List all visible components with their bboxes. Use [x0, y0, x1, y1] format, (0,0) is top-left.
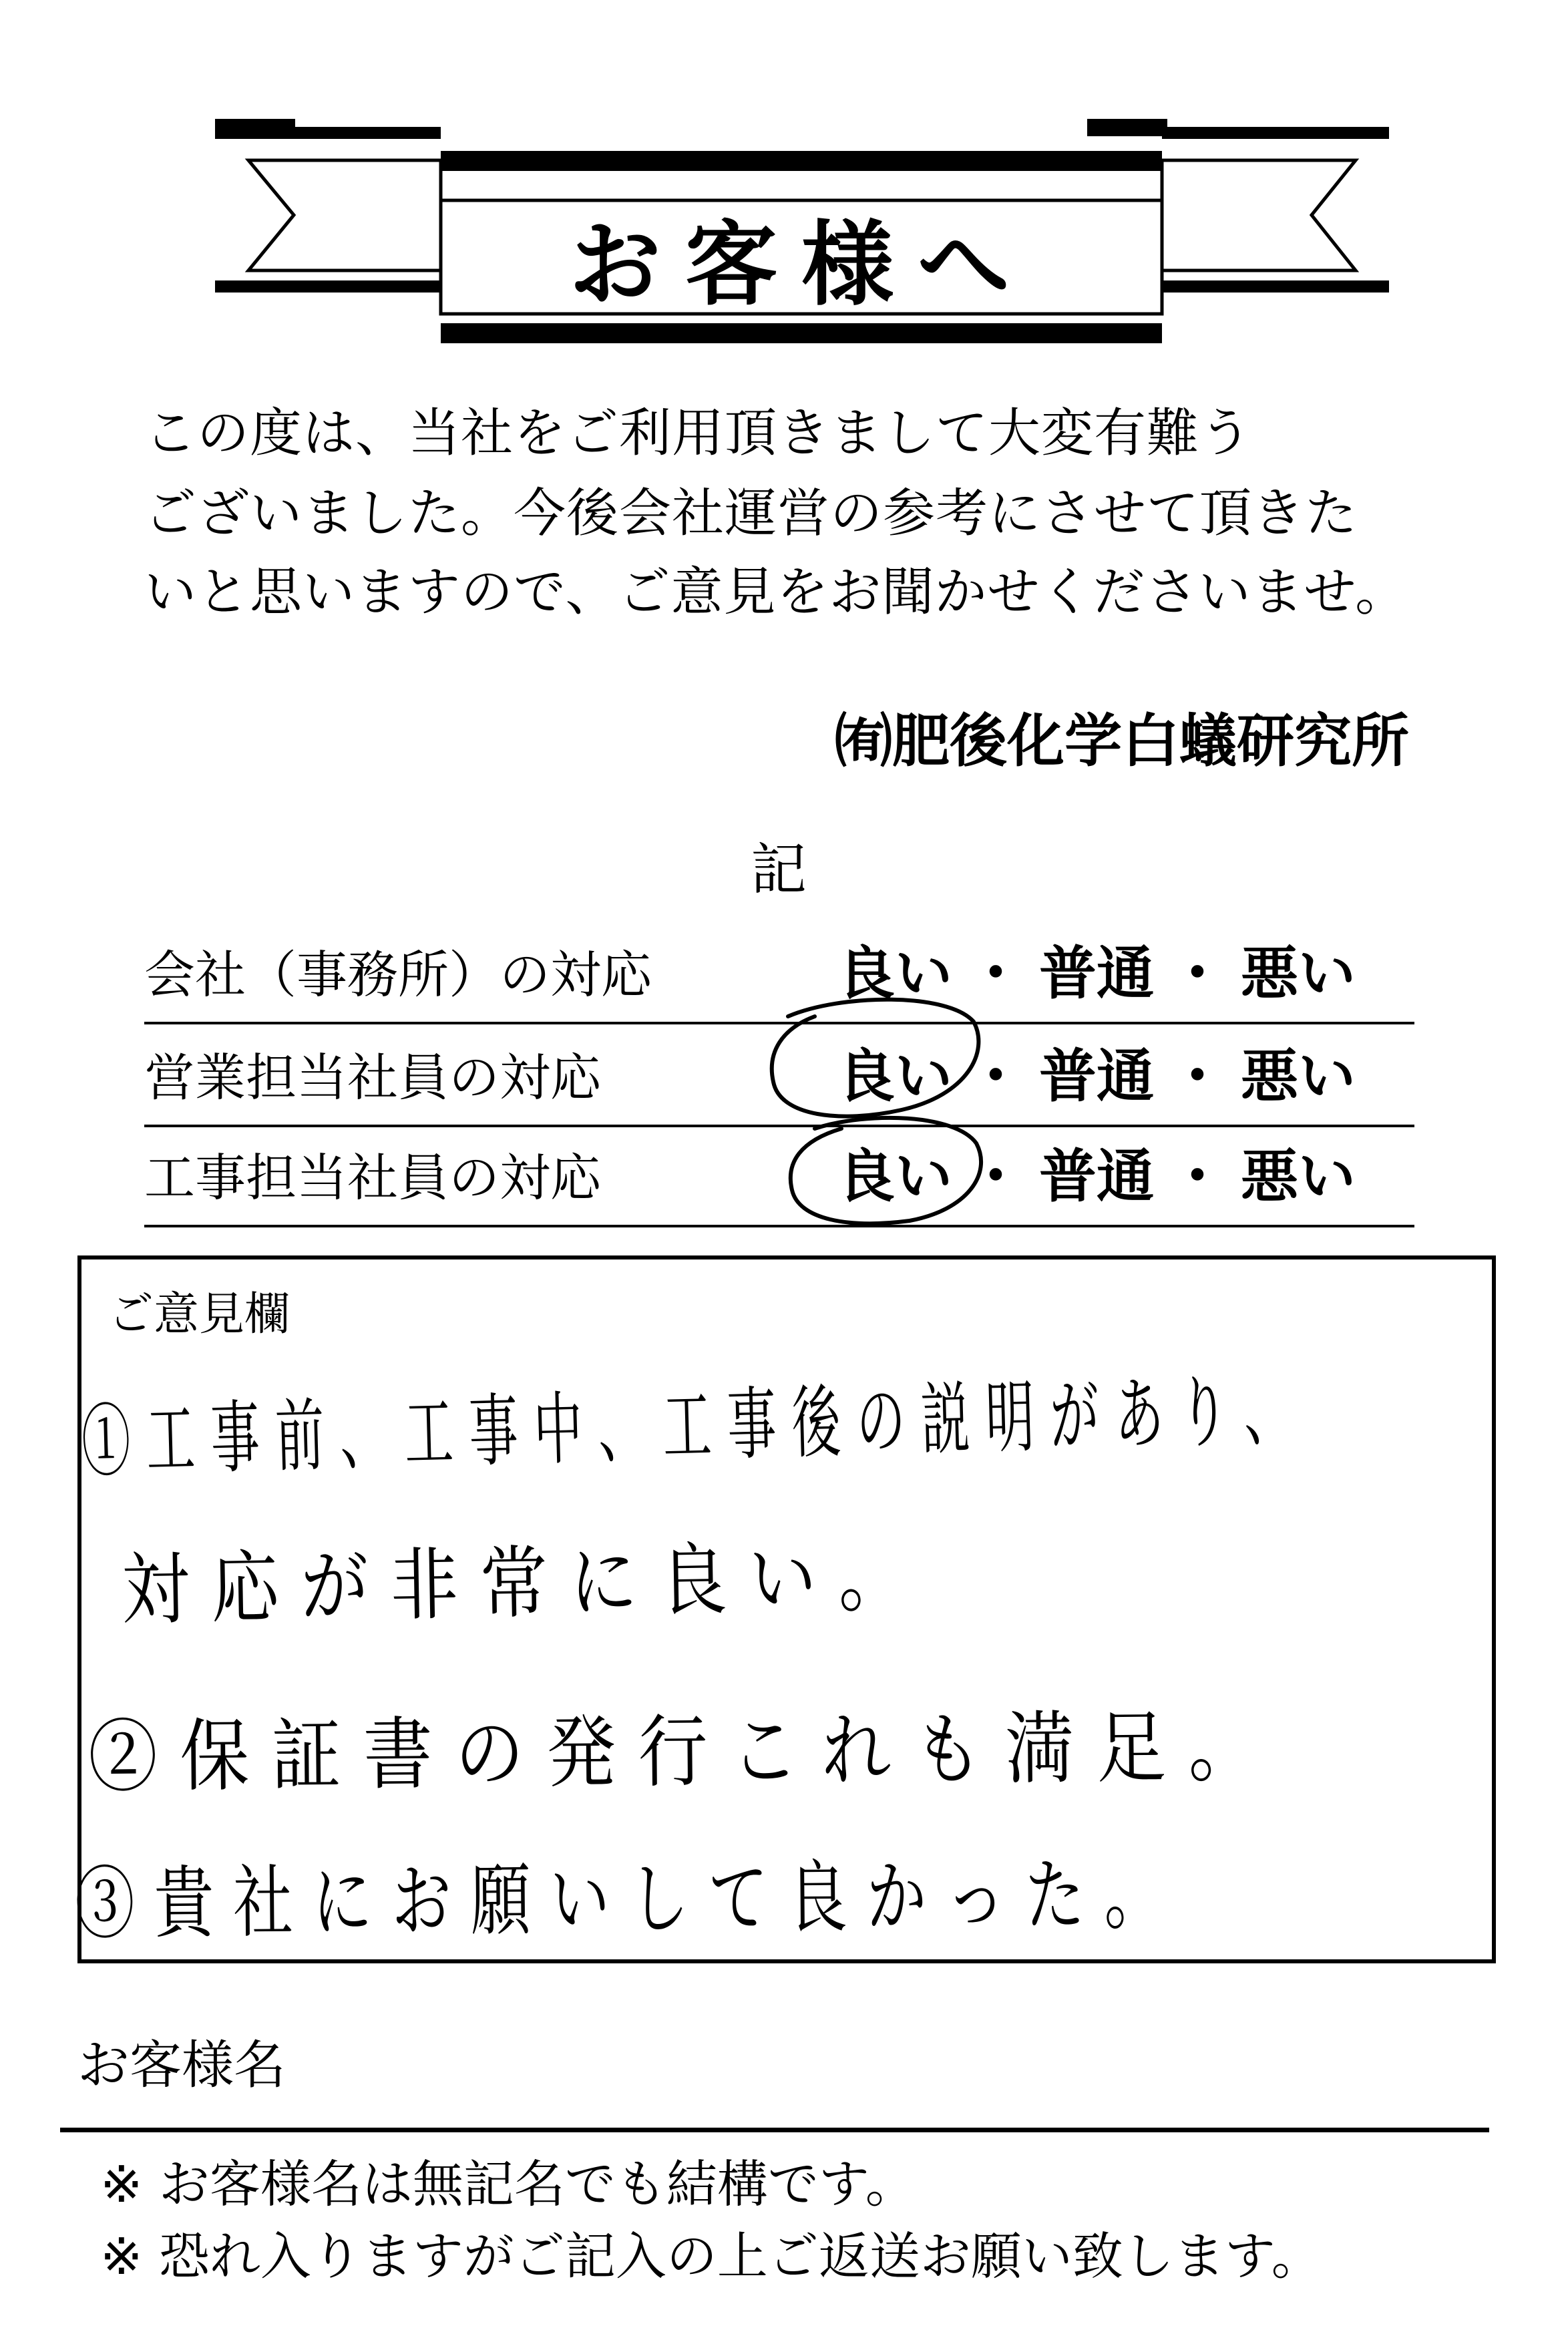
separator: ・	[967, 1043, 1024, 1110]
note-1: ※ お客様名は無記名でも結構です。	[100, 2154, 916, 2214]
selection-circle-sales	[772, 1000, 979, 1117]
option-good[interactable]: 良い	[837, 940, 952, 1007]
selection-circle-construction	[791, 1118, 981, 1223]
option-bad[interactable]: 悪い	[1241, 1043, 1356, 1110]
intro-line-2: ございました。今後会社運営の参考にさせて頂きた	[144, 483, 1358, 544]
option-good[interactable]: 良い	[837, 1043, 952, 1110]
page-title: お客様へ	[568, 210, 1034, 319]
handwritten-line-4: ③貴社にお願いして良かった。	[74, 1848, 1184, 1950]
option-good[interactable]: 良い	[837, 1143, 952, 1210]
rating-label: 工事担当社員の対応	[144, 1148, 601, 1207]
company-name: ㈲肥後化学白蟻研究所	[835, 708, 1409, 775]
section-mark: 記	[751, 837, 807, 902]
separator: ・	[967, 1143, 1024, 1210]
customer-name-field[interactable]	[200, 2057, 1469, 2124]
separator: ・	[967, 940, 1024, 1007]
option-bad[interactable]: 悪い	[1241, 940, 1356, 1007]
handwritten-line-1: ①工事前、工事中、工事後の説明があり、	[80, 1363, 1310, 1488]
rating-label: 会社（事務所）の対応	[144, 945, 652, 1004]
rating-label: 営業担当社員の対応	[144, 1048, 601, 1107]
separator: ・	[1169, 1043, 1226, 1110]
separator: ・	[1169, 940, 1226, 1007]
opinion-label: ご意見欄	[108, 1288, 290, 1341]
option-normal[interactable]: 普通	[1039, 1143, 1154, 1210]
intro-line-3: いと思いますので、ご意見をお聞かせくださいませ。	[144, 562, 1408, 622]
customer-name-underline	[60, 2128, 1489, 2132]
note-2: ※ 恐れ入りますがご記入の上ご返送お願い致します。	[100, 2226, 1322, 2286]
option-normal[interactable]: 普通	[1039, 940, 1154, 1007]
opinion-box[interactable]	[74, 1255, 1496, 1963]
handwritten-line-2: 対応が非常に良い。	[120, 1529, 929, 1636]
separator: ・	[1169, 1143, 1226, 1210]
customer-name-label: お客様名	[77, 2035, 286, 2096]
intro-line-1: この度は、当社をご利用頂きまして大変有難う	[144, 403, 1253, 463]
handwritten-line-3: ②保証書の発行これも満足。	[87, 1700, 1281, 1803]
option-bad[interactable]: 悪い	[1241, 1143, 1356, 1210]
option-normal[interactable]: 普通	[1039, 1043, 1154, 1110]
